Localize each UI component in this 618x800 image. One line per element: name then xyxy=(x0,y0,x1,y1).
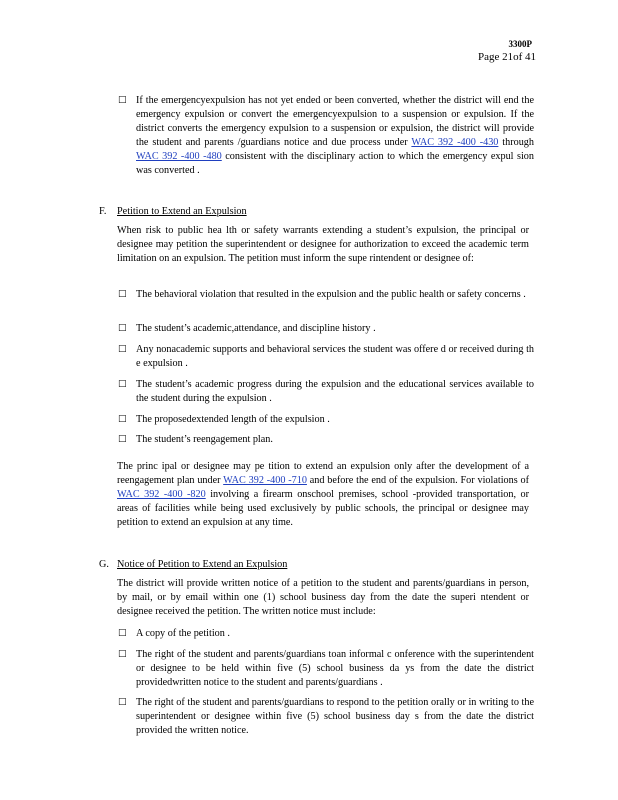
list-item xyxy=(118,648,534,690)
list-item-text: The right of the student and parents/guardians to respond to the petition orally or in writing to the superintendent or designee within five (5) school business day s from the date the district provided the written notice. xyxy=(136,697,534,736)
bullet-icon: □ xyxy=(118,95,127,105)
wac-link-430[interactable]: WAC 392 -400 -430 xyxy=(411,136,499,148)
list-item xyxy=(118,322,534,336)
list-item-text: The student’s reengagement plan. xyxy=(136,434,273,445)
section-f-closing xyxy=(117,460,529,530)
list-item xyxy=(118,288,534,302)
bullet-icon: □ xyxy=(118,697,127,707)
bullet-text: through xyxy=(498,136,534,148)
list-item xyxy=(118,627,534,641)
list-item-text: The proposedextended length of the expulsion . xyxy=(136,414,330,425)
bullet-icon: □ xyxy=(118,434,127,444)
policy-code: 3300P xyxy=(508,39,532,49)
list-item-text: The student’s academic,attendance, and discipline history . xyxy=(136,323,376,334)
emergency-expulsion-bullet xyxy=(118,94,534,177)
bullet-icon: □ xyxy=(118,414,127,424)
list-item-text: The behavioral violation that resulted in the expulsion and the public health or safety concerns . xyxy=(136,289,526,300)
bullet-icon: □ xyxy=(118,649,127,659)
list-item-text: The student’s academic progress during the expulsion and the educational services available to the student during the expulsion . xyxy=(136,379,534,404)
section-letter-f: F. xyxy=(99,206,107,217)
bullet-icon: □ xyxy=(118,344,127,354)
list-item xyxy=(118,343,534,371)
list-item xyxy=(118,433,534,447)
bullet-icon: □ xyxy=(118,379,127,389)
list-item-text: A copy of the petition . xyxy=(136,628,230,639)
list-item-text: Any nonacademic supports and behavioral services the student was offere d or received during th e expulsion . xyxy=(136,344,534,369)
list-item-text: The right of the student and parents/guardians toan informal c onference with the superintendent or designee to be held within five (5) school business da ys from the date the district providedwritten notice to the student and parents/guardians . xyxy=(136,649,534,688)
bullet-text: consistent with the disciplinary action to which the emergency expul sion was converted . xyxy=(136,150,534,176)
section-title-f: Petition to Extend an Expulsion xyxy=(117,206,247,217)
closing-text: involving a firearm onschool premises, school -provided transportation, or areas of facilities while being used exclusively by public schools, the principal or designee may petition to extend an expulsion at any time. xyxy=(117,488,529,528)
closing-text: and before the end of the expulsion. For violations of xyxy=(306,474,529,486)
list-item xyxy=(118,696,534,738)
wac-link-710[interactable]: WAC 392 -400 -710 xyxy=(223,474,307,486)
closing-text: The princ ipal or designee may pe tition to extend an expulsion only after the development of a reengagement plan under xyxy=(117,461,529,486)
bullet-text: If the emergencyexpulsion has not yet ended or been converted, whether the district will end the emergency expulsion or convert the emergencyexpulsion to a suspension or expulsion. If the district converts the emergency expulsion to a suspension or expulsion, the district will provide the student and parents /guardians notice and due process under xyxy=(136,95,534,148)
section-f-intro: When risk to public hea lth or safety warrants extending a student’s expulsion, the principal or designee may petition the superintendent or designee for authorization to exceed the academic term limitation on an expulsion. The petition must inform the supe rintendent or designee of: xyxy=(117,225,529,264)
section-title-g: Notice of Petition to Extend an Expulsion xyxy=(117,559,288,570)
bullet-icon: □ xyxy=(118,289,127,299)
bullet-icon: □ xyxy=(118,323,127,333)
bullet-icon: □ xyxy=(118,628,127,638)
page-number: Page 21of 41 xyxy=(477,51,536,63)
list-item xyxy=(118,413,534,427)
wac-link-480[interactable]: WAC 392 -400 -480 xyxy=(136,150,222,162)
section-letter-g: G. xyxy=(99,559,109,570)
wac-link-820[interactable]: WAC 392 -400 -820 xyxy=(117,488,206,500)
section-g-intro: The district will provide written notice of a petition to the student and parents/guardians in person, by mail, or by email within one (1) school business day from the date the superi ntendent or designee received the petition. The written notice must include: xyxy=(117,578,529,617)
list-item xyxy=(118,378,534,406)
